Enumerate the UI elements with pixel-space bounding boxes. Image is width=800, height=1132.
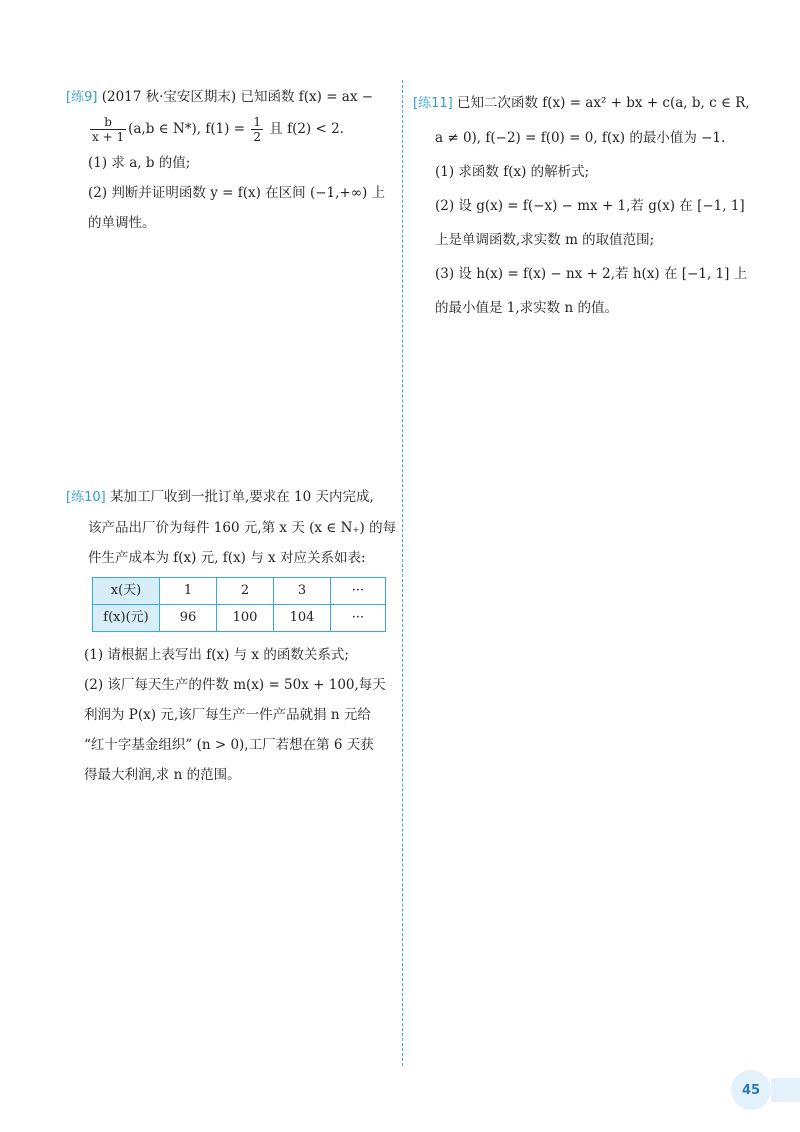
problem-10-question-2d: 得最大利润,求 n 的范围。 [84,767,241,783]
problem-11-line-2: a ≠ 0), f(−2) = f(0) = 0, f(x) 的最小值为 −1. [435,130,726,146]
problem-9-line-1 [66,82,396,113]
table-header-cell: f(x)(元) [93,605,160,632]
table-cell: 1 [160,578,217,605]
problem-9-question-1: (1) 求 a, b 的值; [88,155,191,171]
problem-9-tag: [练9] [66,90,98,105]
problem-11 [413,86,753,325]
problem-11-tag: [练11] [413,96,453,111]
page-number-tab [771,1078,800,1102]
problem-9-question-2b: 的单调性。 [88,215,156,231]
problem-9-text-3: 且 f(2) < 2. [264,121,344,137]
problem-10-text-1: 某加工厂收到一批订单,要求在 10 天内完成, [105,489,374,505]
problem-11-question-3a: (3) 设 h(x) = f(x) − nx + 2,若 h(x) 在 [−1, 1] 上 [435,266,748,282]
table-cell: 2 [217,578,274,605]
problem-9-line-2 [66,115,396,144]
problem-9-text-1: (2017 秋·宝安区期末) 已知函数 f(x) = ax − [97,89,374,105]
problem-11-question-3b: 的最小值是 1,求实数 n 的值。 [435,300,618,316]
problem-10-tag: [练10] [66,490,106,505]
problem-10-question-2b: 利润为 P(x) 元,该厂每生产一件产品就捐 n 元给 [84,707,371,723]
cost-table [92,577,386,632]
problem-10-question-2c: “红十字基金组织” (n > 0),工厂若想在第 6 天获 [84,737,374,753]
problem-9-text-2: (a,b ∈ N*), f(1) = [128,121,250,137]
problem-11-question-2a: (2) 设 g(x) = f(−x) − mx + 1,若 g(x) 在 [−1, 1] [435,198,745,214]
fraction-numerator: 1 [253,115,261,129]
page-number: 45 [731,1070,771,1110]
table-cell: ··· [331,605,386,632]
fraction-one-half [251,115,263,144]
table-header-cell: x(天) [93,578,160,605]
problem-11-question-2b: 上是单调函数,求实数 m 的取值范围; [435,232,655,248]
problem-10-question-2a: (2) 该厂每天生产的件数 m(x) = 50x + 100,每天 [84,677,386,693]
problem-11-line-1 [413,86,753,121]
table-cell: 104 [274,605,331,632]
fraction-b-over-x-plus-1 [90,115,126,144]
problem-9-question-2a: (2) 判断并证明函数 y = f(x) 在区间 (−1,+∞) 上 [88,185,386,201]
fraction-denominator: x + 1 [92,130,125,144]
problem-9 [66,82,396,238]
table-row [93,605,386,632]
problem-10-line-3: 件生产成本为 f(x) 元, f(x) 与 x 对应关系如表: [88,550,366,566]
fraction-denominator: 2 [253,130,261,144]
problem-11-question-1: (1) 求函数 f(x) 的解析式; [435,164,590,180]
table-cell: 100 [217,605,274,632]
problem-10 [66,482,396,790]
problem-10-line-2: 该产品出厂价为每件 160 元,第 x 天 (x ∈ N₊) 的每 [88,520,397,536]
problem-10-question-1: (1) 请根据上表写出 f(x) 与 x 的函数关系式; [84,647,349,663]
problem-11-text-1: 已知二次函数 f(x) = ax² + bx + c(a, b, c ∈ R, [452,95,750,111]
fraction-numerator: b [90,115,126,130]
table-cell: 96 [160,605,217,632]
table-cell: ··· [331,578,386,605]
problem-10-line-1 [66,482,396,513]
column-divider [402,80,403,1066]
table-cell: 3 [274,578,331,605]
table-row [93,578,386,605]
